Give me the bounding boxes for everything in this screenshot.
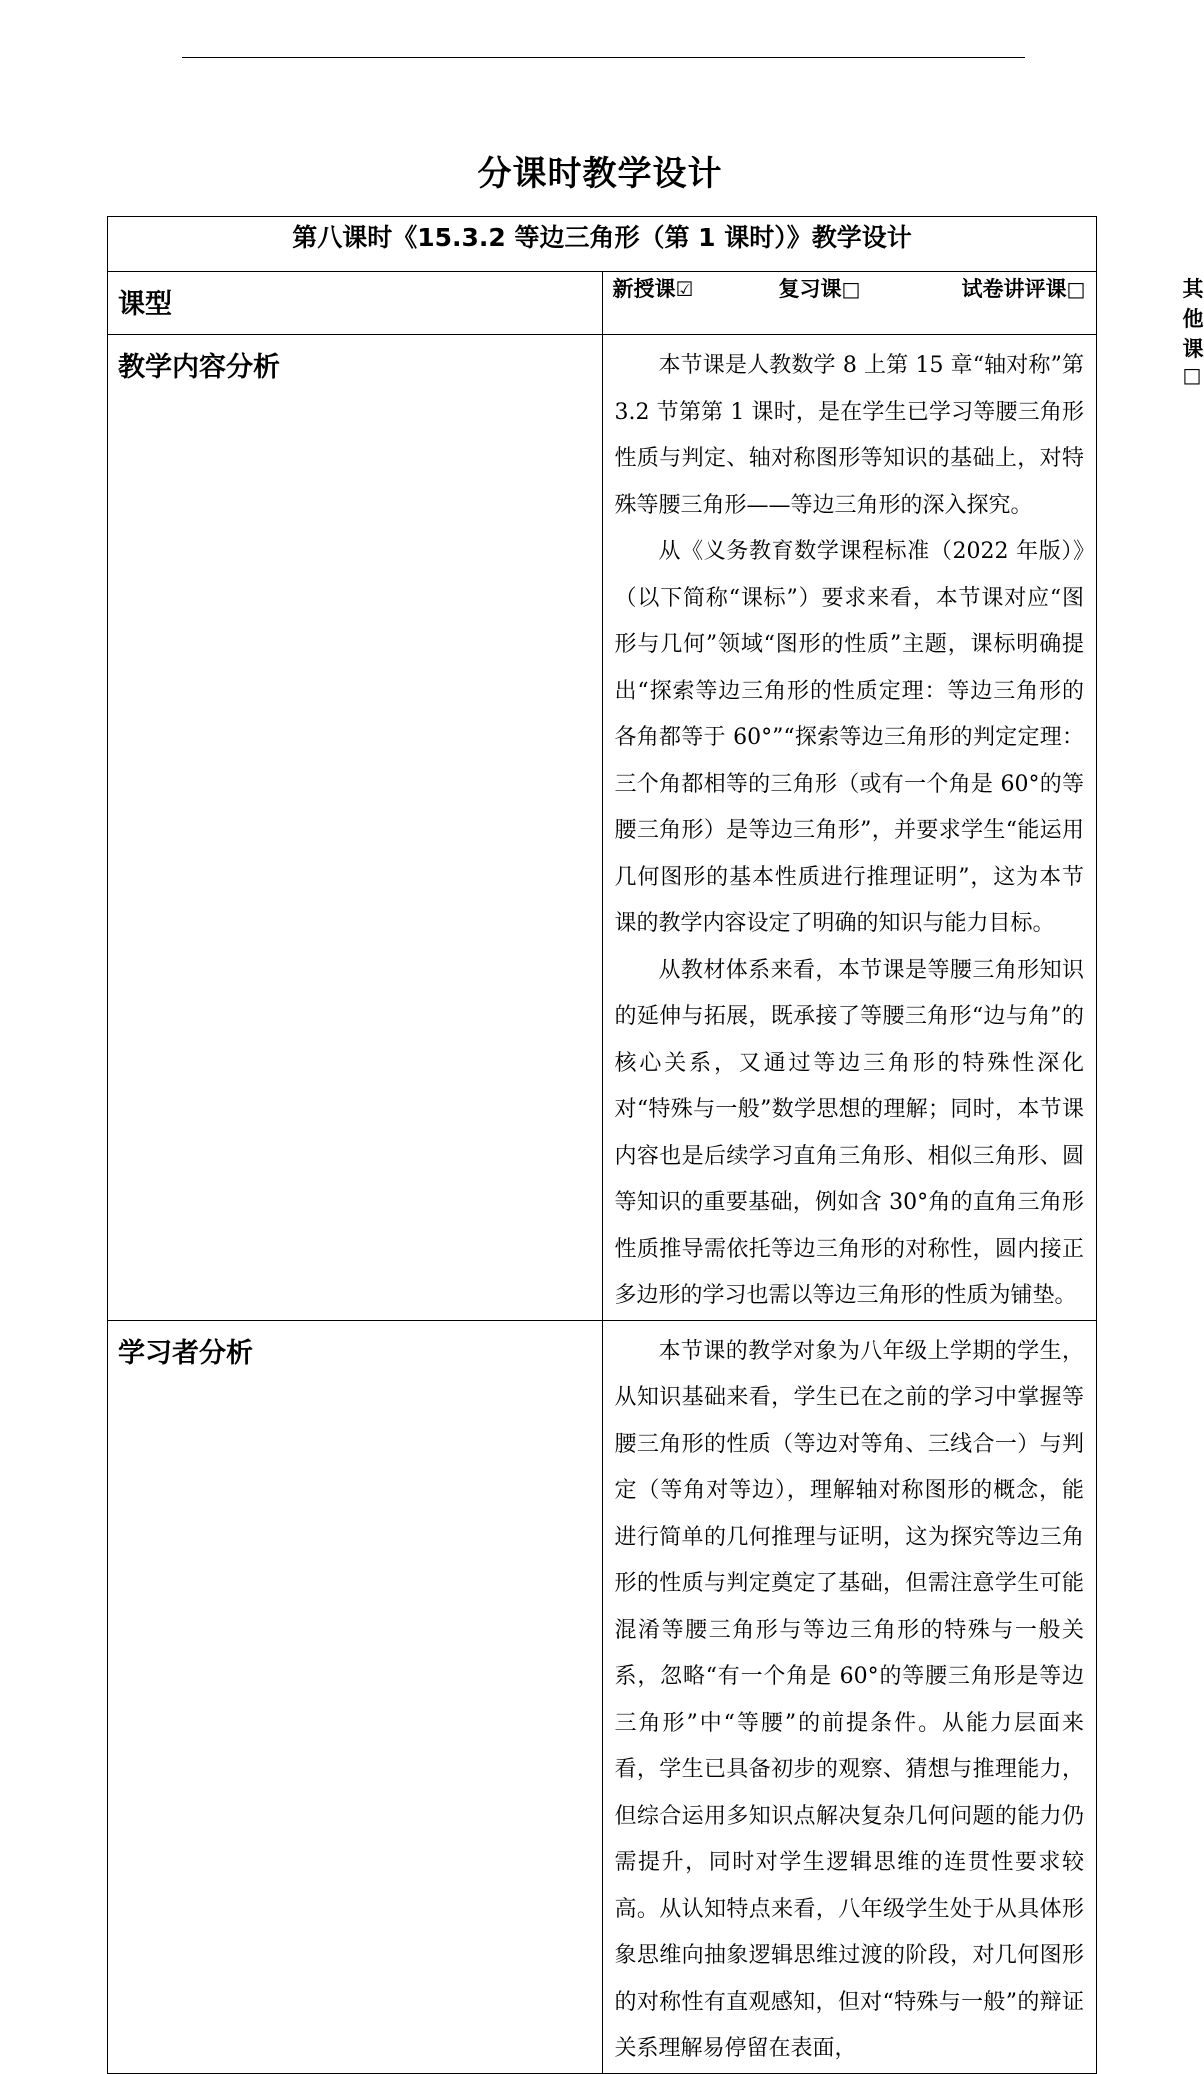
option-review-lesson: [779, 273, 861, 303]
course-type-row: [108, 272, 1097, 335]
option-new-lesson: [613, 273, 694, 303]
content-analysis-paragraph: 从教材体系来看，本节课是等腰三角形知识的延伸与拓展，既承接了等腰三角形“边与角”的核心关系，又通过等边三角形的特殊性深化对“特殊与一般”数学思想的理解；同时，本节课内容也是后续学习直角三角形、相似三角形、圆等知识的重要基础，例如含 30°角的直角三角形性质推导需依托等边三角形的对称性，圆内接正多边形的学习也需以等边三角形的性质为铺垫。: [614, 957, 1084, 1308]
content-analysis-body: [602, 335, 1097, 1321]
document-title: 分课时教学设计: [477, 154, 723, 194]
option-review-lesson-label: 复习课: [778, 277, 842, 301]
content-analysis-row: [108, 335, 1097, 1321]
content-analysis-paragraph: 本节课是人教数学 8 上第 15 章“轴对称”第 3.2 节第第 1 课时，是在学生已学习等腰三角形性质与判定、轴对称图形等知识的基础上，对特殊等腰三角形——等边三角形的深入探究。: [614, 353, 1084, 518]
unchecked-box-icon: □: [1066, 277, 1086, 301]
lesson-title: 第八课时《15.3.2 等边三角形（第 1 课时）》教学设计: [108, 217, 1097, 272]
lesson-design-table: [107, 216, 1204, 2074]
content-analysis-label: 教学内容分析: [108, 335, 603, 1321]
unchecked-box-icon: □: [1182, 363, 1202, 387]
learner-analysis-body: [602, 1320, 1097, 2073]
checked-box-icon: ☑: [675, 277, 694, 301]
unchecked-box-icon: □: [841, 277, 861, 301]
lesson-title-row: [108, 217, 1097, 272]
content-analysis-paragraph: 从《义务教育数学课程标准（2022 年版）》（以下简称“课标”）要求来看，本节课对应“图形与几何”领域“图形的性质”主题，课标明确提出“探索等边三角形的性质定理：等边三角形的各角都等于 60°”“探索等边三角形的判定定理：三个角都相等的三角形（或有一个角是 60°的等腰三角形）是等边三角形”，并要求学生“能运用几何图形的基本性质进行推理证明”，这为本节课的教学内容设定了明确的知识与能力目标。: [614, 539, 1084, 936]
learner-analysis-paragraph: 本节课的教学对象为八年级上学期的学生，从知识基础来看，学生已在之前的学习中掌握等腰三角形的性质（等边对等角、三线合一）与判定（等角对等边），理解轴对称图形的概念，能进行简单的几何推理与证明，这为探究等边三角形的性质与判定奠定了基础，但需注意学生可能混淆等腰三角形与等边三角形的特殊与一般关系，忽略“有一个角是 60°的等腰三角形是等边三角形”中“等腰”的前提条件。从能力层面来看，学生已具备初步的观察、猜想与推理能力，但综合运用多知识点解决复杂几何问题的能力仍需提升，同时对学生逻辑思维的连贯性要求较高。从认知特点来看，八年级学生处于从具体形象思维向抽象逻辑思维过渡的阶段，对几何图形的对称性有直观感知，但对“特殊与一般”的辩证关系理解易停留在表面，: [614, 1338, 1084, 2061]
header-rule: [182, 57, 1025, 58]
course-type-label: 课型: [108, 272, 603, 335]
learner-analysis-row: [108, 1320, 1097, 2073]
option-exam-review-lesson: [962, 273, 1086, 303]
course-type-options: [602, 272, 1204, 387]
option-exam-review-lesson-label: 试卷讲评课: [961, 277, 1067, 301]
option-other-lesson: [1183, 273, 1204, 387]
learner-analysis-label: 学习者分析: [108, 1320, 603, 2073]
option-new-lesson-label: 新授课: [612, 277, 676, 301]
option-other-lesson-label: 其他课: [1182, 277, 1204, 361]
